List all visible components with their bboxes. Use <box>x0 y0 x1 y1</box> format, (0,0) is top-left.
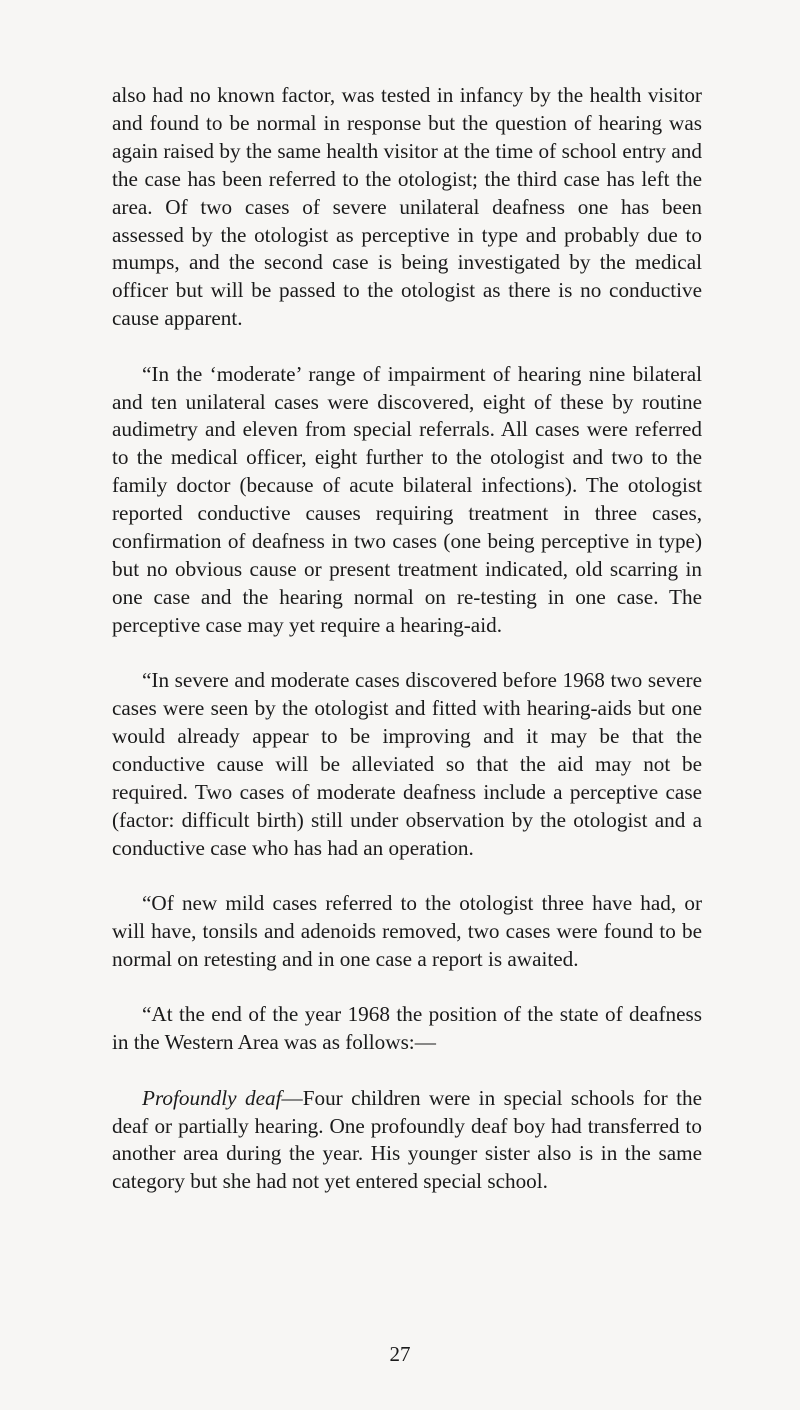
paragraph-new-mild-cases: “Of new mild cases referred to the otologist three have had, or will have, tonsils and adenoids removed, two cases were found to be normal on retesting and in one case a report is awaited. <box>112 891 702 971</box>
paragraph-moderate-range: “In the ‘moderate’ range of impairment of hearing nine bilateral and ten unilateral cases were discovered, eight of these by routine audimetry and eleven from special referrals. All cases were referred to the medical officer, eight further to the otologist and two to the family doctor (because of acute bilateral infections). The otologist reported conductive causes requiring treatment in three cases, confirmation of deafness in two cases (one being perceptive in type) but no obvious cause or present treatment indicated, old scarring in one case and the hearing normal on re-testing in one case. The perceptive case may yet require a hearing-aid. <box>112 361 702 637</box>
profoundly-deaf-body: —Four children were in special schools for the deaf or partially hearing. One profoundly deaf boy had transferred to another area during the year. His younger sister also is in the same category but she had not yet entered special school. <box>112 1085 702 1194</box>
paragraph-cases-before-1968: “In severe and moderate cases discovered before 1968 two severe cases were seen by the otologist and fitted with hearing-aids but one would already appear to be improving and it may be that the conductive cause will be alleviated so that the aid may not be required. Two cases of moderate deafness include a perceptive case (factor: difficult birth) still under observation by the otologist and a conductive case who has had an operation. <box>112 668 702 860</box>
paragraph-end-of-year: “At the end of the year 1968 the position of the state of deafness in the Western Area was as follows:— <box>112 1002 702 1055</box>
page-number: 27 <box>389 1342 411 1366</box>
profoundly-deaf-heading: Profoundly deaf <box>142 1085 282 1110</box>
paragraph-continuation: also had no known factor, was tested in infancy by the health visitor and found to be normal in response but the question of hearing was again raised by the same health visitor at the time of school entry and the case has been referred to the otologist; the third case has left the area. Of two cases of severe unilateral deafness one has been assessed by the otologist as perceptive in type and probably due to mumps, and the second case is being investigated by the medical officer but will be passed to the otologist as there is no conductive cause apparent. <box>112 83 702 331</box>
body-text <box>112 82 702 1196</box>
paragraph-profoundly-deaf <box>112 1085 702 1197</box>
